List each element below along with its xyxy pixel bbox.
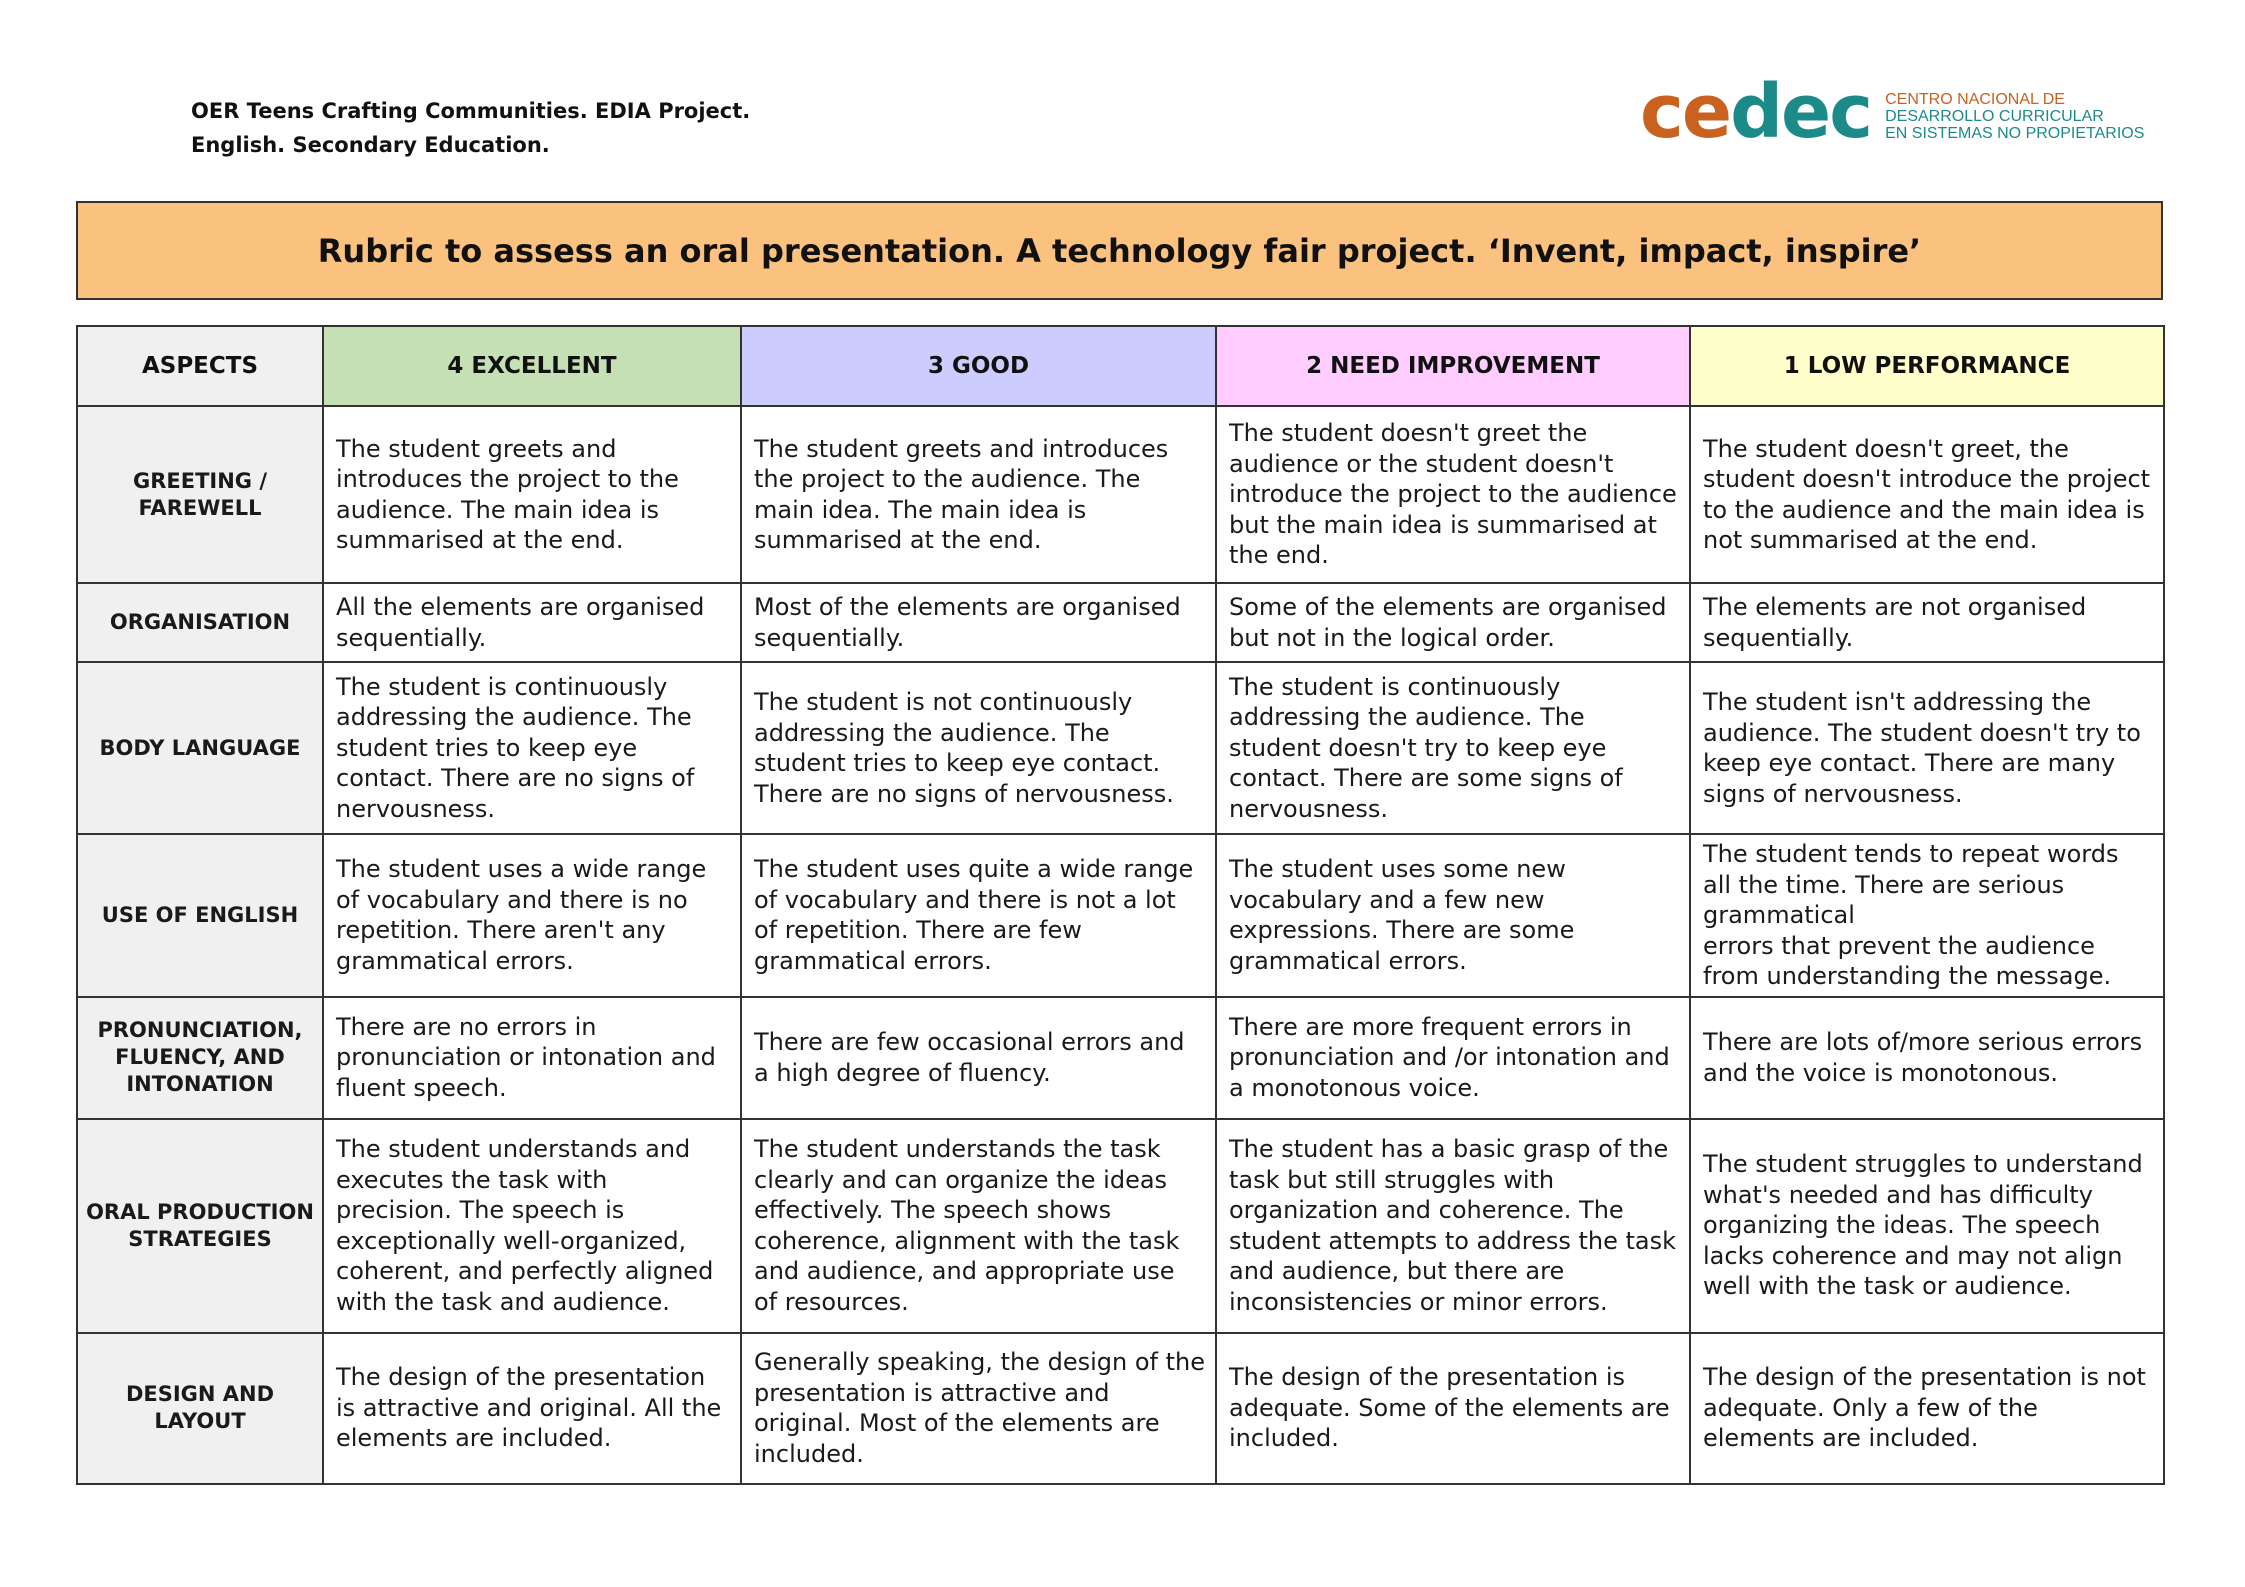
rubric-title: Rubric to assess an oral presentation. A technology fair project. ‘Invent, impact, inspire’ (317, 231, 1922, 270)
descriptor-cell: The student understands the task clearly and can organize the ideas effectively. The speech shows coherence, alignment with the task and audience, and appropriate use of resources. (741, 1119, 1216, 1333)
rubric-table (76, 325, 2165, 1485)
descriptor-cell: The student isn't addressing the audience. The student doesn't try to keep eye contact. There are many signs of nervousness. (1690, 662, 2164, 834)
descriptor-cell: The student is continuously addressing the audience. The student tries to keep eye contact. There are no signs of nervousness. (323, 662, 741, 834)
table-row (77, 406, 2164, 583)
descriptor-cell: The student is continuously addressing the audience. The student doesn't try to keep eye contact. There are some signs of nervousness. (1216, 662, 1690, 834)
descriptor-cell: The student uses some new vocabulary and a few new expressions. There are some grammatical errors. (1216, 834, 1690, 997)
descriptor-cell: The student uses a wide range of vocabulary and there is no repetition. There aren't any grammatical errors. (323, 834, 741, 997)
aspect-cell: BODY LANGUAGE (77, 662, 323, 834)
descriptor-cell: The student uses quite a wide range of vocabulary and there is not a lot of repetition. There are few grammatical errors. (741, 834, 1216, 997)
descriptor-cell: The design of the presentation is not adequate. Only a few of the elements are included. (1690, 1333, 2164, 1484)
descriptor-cell: There are more frequent errors in pronunciation and /or intonation and a monotonous voice. (1216, 997, 1690, 1119)
aspect-cell: ORGANISATION (77, 583, 323, 662)
header-line-subject: English. Secondary Education. (191, 133, 550, 157)
table-row (77, 1333, 2164, 1484)
descriptor-cell: There are no errors in pronunciation or intonation and fluent speech. (323, 997, 741, 1119)
descriptor-text-part: The student tends to repeat words all the time. There are serious grammatical (1703, 840, 2119, 929)
rubric-title-banner (76, 201, 2163, 300)
descriptor-cell: The student doesn't greet, the student doesn't introduce the project to the audience and the main idea is not summarised at the end. (1690, 406, 2164, 583)
table-row (77, 1119, 2164, 1333)
table-row (77, 997, 2164, 1119)
descriptor-cell: All the elements are organised sequentially. (323, 583, 741, 662)
descriptor-cell: The student understands and executes the task with precision. The speech is exceptionally well-organized, coherent, and perfectly aligned with the task and audience. (323, 1119, 741, 1333)
table-row (77, 583, 2164, 662)
aspect-cell: GREETING / FAREWELL (77, 406, 323, 583)
descriptor-cell: Generally speaking, the design of the presentation is attractive and original. Most of the elements are included. (741, 1333, 1216, 1484)
descriptor-cell: The student doesn't greet the audience or the student doesn't introduce the project to the audience but the main idea is summarised at the end. (1216, 406, 1690, 583)
descriptor-text-part: errors that prevent the audience from understanding the message. (1703, 931, 2112, 990)
descriptor-cell: The student struggles to understand what's needed and has difficulty organizing the ideas. The speech lacks coherence and may not align well with the task or audience. (1690, 1119, 2164, 1333)
descriptor-cell: The student is not continuously addressing the audience. The student tries to keep eye contact. There are no signs of nervousness. (741, 662, 1216, 834)
aspect-cell: USE OF ENGLISH (77, 834, 323, 997)
descriptor-cell: There are few occasional errors and a high degree of fluency. (741, 997, 1216, 1119)
aspect-cell: ORAL PRODUCTION STRATEGIES (77, 1119, 323, 1333)
table-row (77, 662, 2164, 834)
header-level-3-good: 3 GOOD (741, 326, 1216, 406)
header-aspects: ASPECTS (77, 326, 323, 406)
descriptor-cell: The student greets and introduces the project to the audience. The main idea. The main idea is summarised at the end. (741, 406, 1216, 583)
aspect-cell: PRONUNCIATION, FLUENCY, AND INTONATION (77, 997, 323, 1119)
descriptor-cell: Some of the elements are organised but not in the logical order. (1216, 583, 1690, 662)
descriptor-cell (1690, 834, 2164, 997)
descriptor-cell: The student has a basic grasp of the task but still struggles with organization and coherence. The student attempts to address the task and audience, but there are inconsistencies or minor errors. (1216, 1119, 1690, 1333)
cedec-logo-word: cedec (1640, 69, 1872, 155)
header-level-4-excellent: 4 EXCELLENT (323, 326, 741, 406)
header-level-1-low-performance: 1 LOW PERFORMANCE (1690, 326, 2164, 406)
descriptor-cell: The design of the presentation is adequate. Some of the elements are included. (1216, 1333, 1690, 1484)
descriptor-cell: There are lots of/more serious errors and the voice is monotonous. (1690, 997, 2164, 1119)
descriptor-cell: Most of the elements are organised sequentially. (741, 583, 1216, 662)
document-header (191, 94, 750, 162)
descriptor-cell: The student greets and introduces the project to the audience. The main idea is summarised at the end. (323, 406, 741, 583)
rubric-header-row (77, 326, 2164, 406)
table-row (77, 834, 2164, 997)
descriptor-cell: The elements are not organised sequentially. (1690, 583, 2164, 662)
aspect-cell: DESIGN AND LAYOUT (77, 1333, 323, 1484)
header-level-2-need-improvement: 2 NEED IMPROVEMENT (1216, 326, 1690, 406)
descriptor-cell: The design of the presentation is attractive and original. All the elements are included. (323, 1333, 741, 1484)
cedec-logo-tagline: CENTRO NACIONAL DE DESARROLLO CURRICULAR EN SISTEMAS NO PROPIETARIOS (1885, 90, 2145, 142)
cedec-logo (1640, 69, 2145, 155)
header-line-project: OER Teens Crafting Communities. EDIA Project. (191, 99, 751, 123)
